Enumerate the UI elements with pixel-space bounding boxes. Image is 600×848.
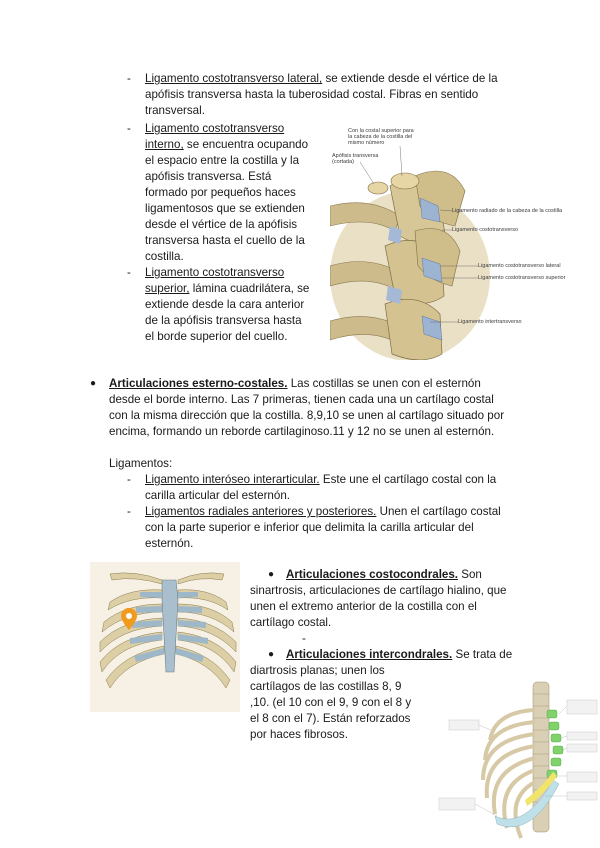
figure-label: Apófisis transversa	[332, 153, 379, 159]
intercondrales-title: Articulaciones intercondrales.	[286, 648, 453, 661]
figure-label: Ligamento costotransverso	[452, 227, 519, 233]
intercondrales-paragraph: diartrosis planas; unen los cartílagos de las costillas 8, 9 ,10. (el 10 con el 9, 9 con el 8 y el 8 con el 7). Están reforzados por haces fibrosos.	[250, 664, 412, 741]
vertebrae-drawing	[330, 126, 580, 360]
intercondrales-title-line: Articulaciones intercondrales. Se trata de	[286, 648, 513, 661]
thorax-lateral-illustration	[435, 680, 600, 848]
ligamentos-radiales-text: Ligamentos radiales anteriores y posteriores. Unen el cartílago costal con la parte superior e inferior que delimita la carilla articular del esternón.	[145, 505, 501, 550]
figure-label: Ligamento costotransverso superior	[478, 275, 566, 281]
figure-label: Con la costal superior para	[348, 128, 414, 134]
ligament-superior-title: Ligamento costotransverso	[145, 266, 285, 279]
bullet-icon: ●	[90, 378, 97, 389]
costotransverse-ligaments-illustration	[330, 126, 580, 360]
bullet-icon: ●	[268, 649, 275, 660]
list-dash: -	[127, 122, 131, 135]
thorax-lateral-drawing	[435, 680, 600, 848]
thorax-drawing	[90, 562, 240, 712]
ligament-superior-text: Ligamento costotransverso superior, lámina cuadrilátera, se extiende desde la cara anterior de la apófisis transversa hasta el borde superior del cuello.	[145, 266, 310, 343]
figure-label: (cortada)	[332, 159, 355, 165]
ligament-interno-title: Ligamento costotransverso	[145, 122, 285, 135]
list-dash: -	[127, 266, 131, 279]
figure-label: Ligamento radiado de la cabeza de la costilla	[452, 208, 563, 214]
ligamentos-heading: Ligamentos:	[109, 457, 173, 470]
list-dash: -	[127, 505, 131, 518]
costocondrales-title: Articulaciones costocondrales.	[286, 568, 459, 581]
costocondrales-title-line: Articulaciones costocondrales. Son	[286, 568, 482, 581]
ligamento-interoseo-text: Ligamento interóseo interarticular. Este une el cartílago costal con la carilla articular del esternón.	[145, 473, 497, 502]
list-dash: -	[302, 632, 306, 645]
figure-label: Ligamento intertransverso	[458, 319, 522, 325]
list-dash: -	[127, 473, 131, 486]
esterno-paragraph: Articulaciones esterno-costales. Las costillas se unen con el esternón desde el borde interno. Las 7 primeras, tienen cada una un cartílago costal con la misma dirección que la costilla. 8,9,10 se unen al cartílago situado por encima, formando un reborde cartilaginoso.11 y 12 no se unen al esternón.	[109, 377, 505, 438]
figure-label: Ligamento costotransverso lateral	[478, 263, 561, 269]
figure-label: la cabeza de la costilla del	[348, 134, 413, 140]
ligament-lateral-text: Ligamento costotransverso lateral, se extiende desde el vértice de la apófisis transversa hasta la tuberosidad costal. Fibras en sentido transversal.	[145, 72, 498, 117]
figure-label: mismo número	[348, 140, 385, 146]
ligament-lateral-title: Ligamento costotransverso lateral,	[145, 72, 323, 85]
ligamentos-radiales-title: Ligamentos radiales anteriores y posteriores.	[145, 505, 377, 518]
bullet-icon: ●	[268, 569, 275, 580]
ligamento-interoseo-title: Ligamento interóseo interarticular.	[145, 473, 320, 486]
location-pin-icon	[121, 608, 137, 630]
ligament-interno-text: Ligamento costotransverso interno, se encuentra ocupando el espacio entre la costilla y la apófisis transversa. Está formado por pequeños haces ligamentosos que se extienden desde el vértice de la apófisis transversa hasta el cuello de la costilla.	[145, 122, 309, 263]
list-dash: -	[127, 72, 131, 85]
thorax-anterior-illustration	[90, 562, 240, 712]
costocondrales-paragraph: sinartrosis, articulaciones de cartílago hialino, que unen el extremo anterior de la costilla con el cartílago costal.	[250, 584, 507, 629]
esterno-title: Articulaciones esterno-costales.	[109, 377, 288, 390]
